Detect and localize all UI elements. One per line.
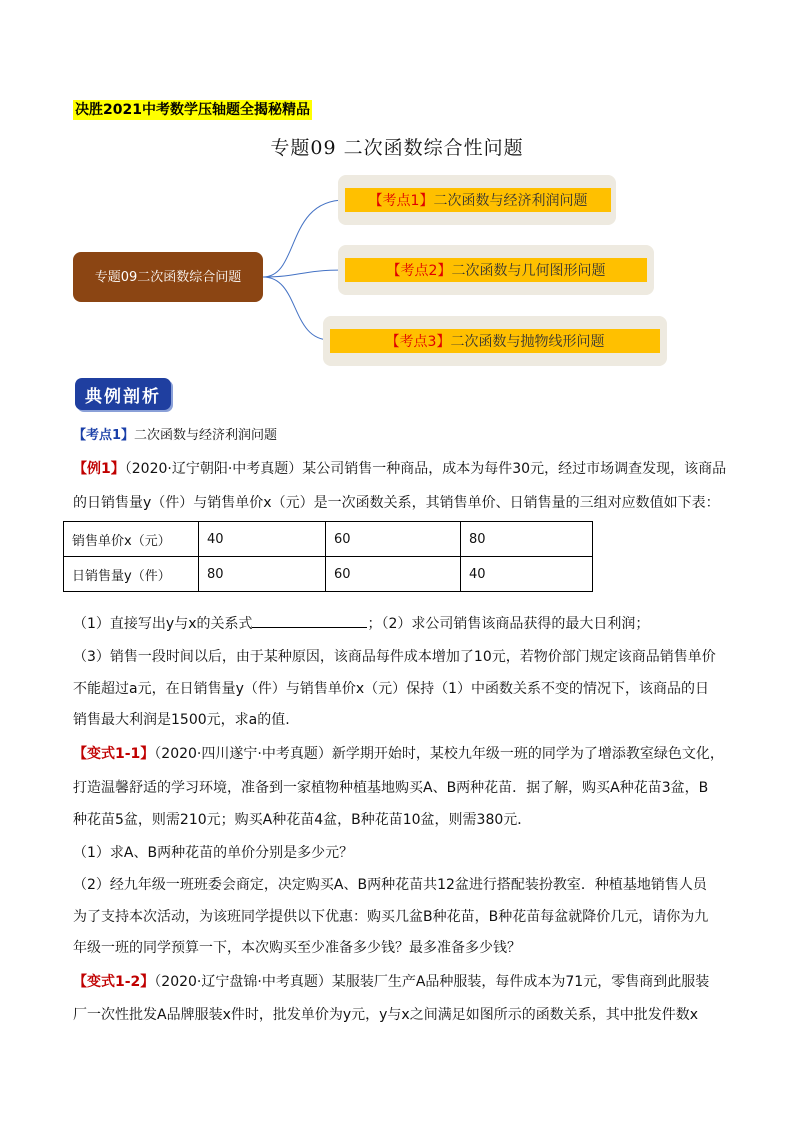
variant1-q2-line2: 为了支持本次活动，为该班同学提供以下优惠：购买几盆B种花苗，B种花苗每盆就降价几元，请你为九 bbox=[73, 909, 709, 925]
branch-3-text: 二次函数与抛物线形问题 bbox=[450, 334, 605, 350]
kp1-heading-text: 二次函数与经济利润问题 bbox=[134, 428, 278, 443]
variant1-line1-text: （2020·四川遂宁·中考真题）新学期开始时，某校九年级一班的同学为了增添教室绿色文化， bbox=[154, 746, 724, 762]
variant2-line2: 厂一次性批发A品牌服装x件时，批发单价为y元，y与x之间满足如图所示的函数关系，其中批发件数x bbox=[73, 1007, 699, 1023]
variant1-line2: 打造温馨舒适的学习环境，准备到一家植物种植基地购买A、B两种花苗．据了解，购买A种花苗3盆，B bbox=[73, 780, 709, 796]
mindmap-branch-1 bbox=[345, 188, 611, 212]
variant1-label: 【变式1-1】 bbox=[73, 746, 155, 762]
table-cell: 销售单价x（元） bbox=[64, 522, 199, 557]
table-cell: 60 bbox=[326, 522, 461, 557]
variant2-label: 【变式1-2】 bbox=[73, 974, 155, 990]
example1-q3-line1: （3）销售一段时间以后，由于某种原因，该商品每件成本增加了10元，若物价部门规定该商品销售单价 bbox=[73, 649, 716, 665]
data-table bbox=[63, 521, 593, 592]
variant1-line3: 种花苗5盆，则需210元；购买A种花苗4盆，B种花苗10盆，则需380元． bbox=[73, 812, 532, 828]
variant1-line1 bbox=[73, 744, 735, 764]
document-title: 专题09 二次函数综合性问题 bbox=[270, 137, 524, 159]
table-cell: 80 bbox=[199, 557, 326, 592]
kp1-heading-tag: 【考点1】 bbox=[73, 428, 135, 443]
example1-label: 【例1】 bbox=[73, 461, 125, 477]
kp1-heading bbox=[73, 424, 277, 443]
table-cell: 80 bbox=[461, 522, 593, 557]
example1-q1: （1）直接写出y与x的关系式 bbox=[73, 616, 253, 632]
mindmap-branch-3 bbox=[330, 329, 660, 353]
example1-q2: ；（2）求公司销售该商品获得的最大日利润； bbox=[367, 616, 650, 632]
table-cell: 40 bbox=[461, 557, 593, 592]
header-tag: 决胜2021中考数学压轴题全揭秘精品 bbox=[75, 102, 310, 118]
branch-2-tag: 【考点2】 bbox=[386, 263, 452, 279]
example1-line1-text: （2020·辽宁朝阳·中考真题）某公司销售一种商品，成本为每件30元，经过市场调查发现，该商品 bbox=[124, 461, 727, 477]
variant1-q1: （1）求A、B两种花苗的单价分别是多少元？ bbox=[73, 845, 354, 861]
table-cell: 60 bbox=[326, 557, 461, 592]
branch-1-text: 二次函数与经济利润问题 bbox=[433, 193, 588, 209]
table-cell: 日销售量y（件） bbox=[64, 557, 199, 592]
variant1-q2-line1: （2）经九年级一班班委会商定，决定购买A、B两种花苗共12盆进行搭配装扮教室．种植基地销售人员 bbox=[73, 877, 707, 893]
variant1-q2-line3: 年级一班的同学预算一下，本次购买至少准备多少钱？最多准备多少钱？ bbox=[73, 940, 521, 956]
variant2-line1 bbox=[73, 972, 735, 992]
table-row bbox=[64, 522, 593, 557]
table-cell: 40 bbox=[199, 522, 326, 557]
example1-q3-line3: 销售最大利润是1500元，求a的值. bbox=[73, 712, 290, 728]
branch-1-tag: 【考点1】 bbox=[368, 193, 434, 209]
variant2-line1-text: （2020·辽宁盘锦·中考真题）某服装厂生产A品种服装，每件成本为71元，零售商到此服装 bbox=[154, 974, 710, 990]
answer-blank bbox=[252, 613, 367, 628]
branch-2-text: 二次函数与几何图形问题 bbox=[451, 263, 606, 279]
mindmap-root bbox=[73, 252, 263, 302]
mindmap-branch-2 bbox=[345, 258, 647, 282]
example1-line2: 的日销售量y（件）与销售单价x（元）是一次函数关系，其销售单价、日销售量的三组对应数值如下表： bbox=[73, 495, 720, 511]
example1-q1-q2 bbox=[73, 613, 735, 634]
mindmap-root-label: 专题09二次函数综合问题 bbox=[94, 269, 242, 285]
section-badge: 典例剖析 bbox=[75, 378, 171, 410]
example1-line1 bbox=[73, 459, 735, 479]
branch-3-tag: 【考点3】 bbox=[385, 334, 451, 350]
table-row bbox=[64, 557, 593, 592]
example1-q3-line2: 不能超过a元，在日销售量y（件）与销售单价x（元）保持（1）中函数关系不变的情况下，该商品的日 bbox=[73, 681, 710, 697]
